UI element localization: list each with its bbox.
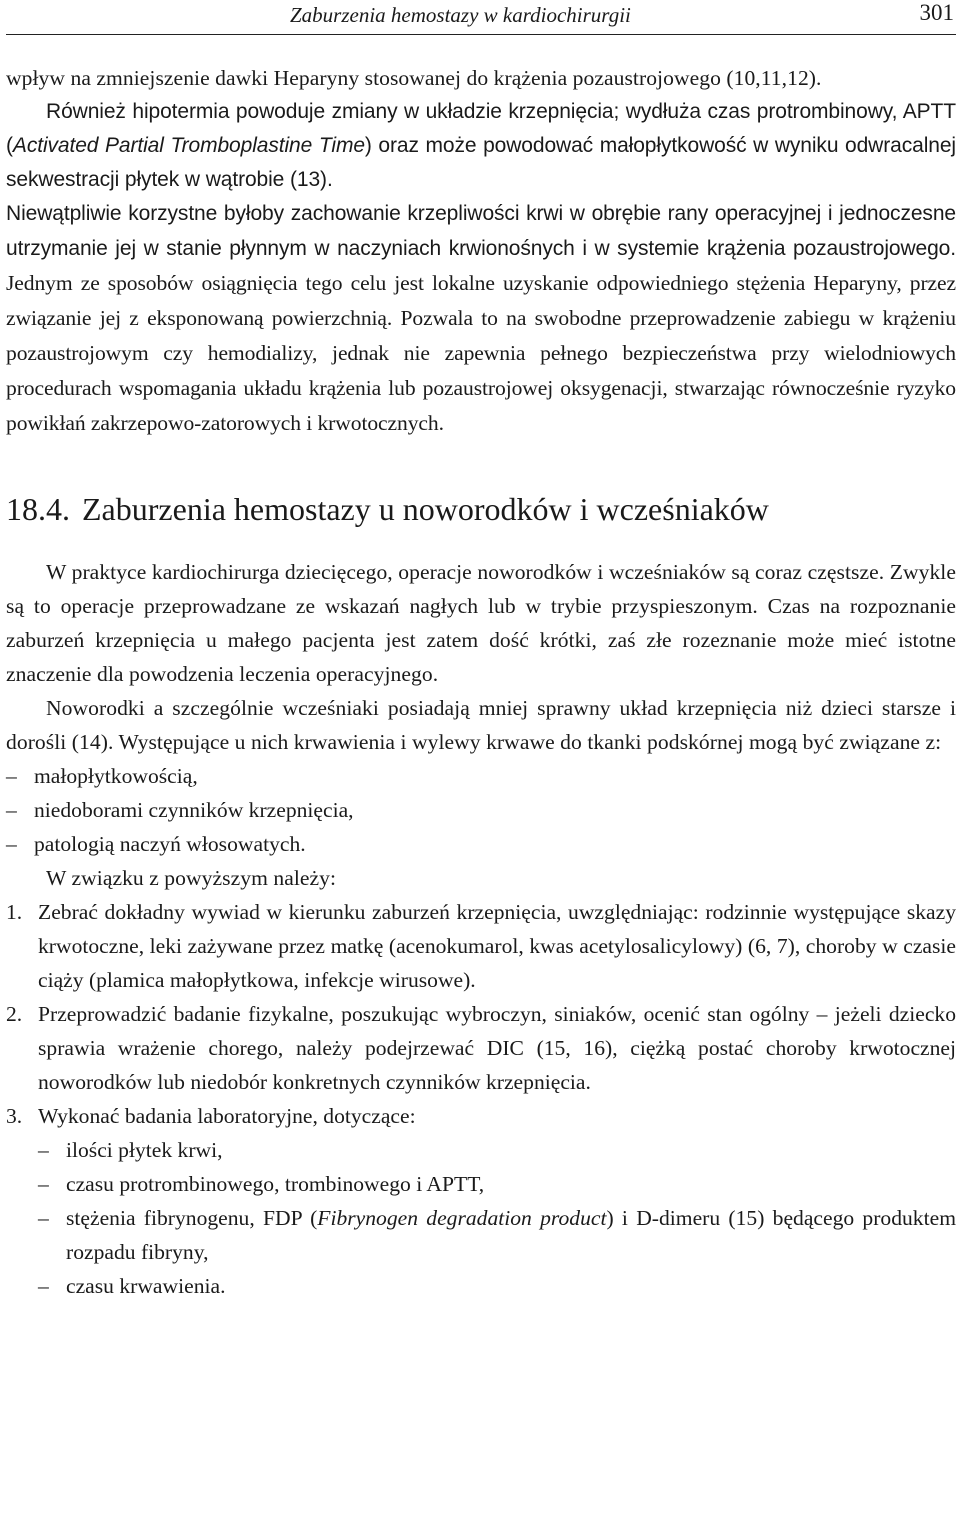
running-header (6, 0, 956, 35)
text-segment: ) i D-dimeru (15) będącego produktem rozpadu fibryny, (66, 1206, 956, 1264)
list-item (38, 1201, 956, 1269)
text-segment: Również hipotermia powoduje zmiany w układzie krzepnięcia; wydłuża czas protrombinowy, APTT ( (6, 100, 956, 157)
item-number: 2. (6, 1002, 23, 1026)
item-number: 1. (6, 900, 23, 924)
dash-bullet: – (38, 1138, 49, 1162)
dash-bullet: – (38, 1172, 49, 1196)
list-item (6, 1099, 956, 1303)
list-item (6, 827, 956, 861)
italic-term-fdp: Fibrynogen degradation product (317, 1206, 607, 1230)
paragraph-heparin-dose: wpływ na zmniejszenie dawki Heparyny stosowanej do krążenia pozaustrojowego (10,11,12). (6, 66, 822, 90)
page-number: 301 (919, 0, 954, 25)
list-item (38, 1269, 956, 1303)
paragraph-hypothermia (6, 95, 956, 441)
list-item-text: patologią naczyń włosowatych. (34, 832, 306, 856)
list-item-text: małopłytkowością, (34, 764, 198, 788)
section-heading (6, 489, 956, 529)
list-item (6, 997, 956, 1099)
list-item (38, 1133, 956, 1167)
dash-bullet: – (38, 1274, 49, 1298)
list-item-text: Wykonać badania laboratoryjne, dotyczące: (38, 1104, 416, 1128)
steps-list (6, 895, 956, 1303)
list-item-text: niedoborami czynników krzepnięcia, (34, 798, 354, 822)
lab-tests-list (38, 1133, 956, 1303)
section-title: Zaburzenia hemostazy u noworodków i wcześniaków (82, 491, 769, 527)
list-item (6, 895, 956, 997)
list-item-text: Przeprowadzić badanie fizykalne, poszukując wybroczyn, siniaków, ocenić stan ogólny – jeżeli dziecko sprawia wrażenie chorego, należy podejrzewać DIC (15, 16), ciężką postać choroby krwotocznej noworodków lub niedobór konkretnych czynników krzepnięcia. (38, 1002, 956, 1094)
paragraph-newborn-coagulation: Noworodki a szczególnie wcześniaki posiadają mniej sprawny układ krzepnięcia niż dzieci starsze i dorośli (14). Występujące u nich krwawienia i wylewy krwawe do tkanki podskórnej mogą być związane z: (6, 696, 956, 754)
italic-term-aptt: Activated Partial Tromboplastine Time (12, 134, 365, 157)
text-segment: ) oraz może powodować małopłytkowość w wyniku odwracalnej sekwestracji płytek w wątrobie (13). (6, 134, 956, 191)
list-item (38, 1167, 956, 1201)
document-page (6, 0, 956, 1303)
dash-bullet: – (38, 1206, 49, 1230)
paragraph-pediatric-surgery: W praktyce kardiochirurga dziecięcego, operacje noworodków i wcześniaków są coraz częstsze. Zwykle są to operacje przeprowadzane ze wskazań nagłych lub w trybie przyspieszonym. Czas na rozpoznanie zaburzeń krzepnięcia u małego pacjenta jest zatem dość krótki, zaś złe rozeznanie może mieć istotne znaczenie dla powodzenia leczenia operacyjnego. (6, 560, 956, 686)
dash-bullet: – (6, 764, 17, 788)
list-item (6, 759, 956, 793)
list-item-text: Zebrać dokładny wywiad w kierunku zaburzeń krzepnięcia, uwzględniając: rodzinnie występujące skazy krwotoczne, leki zażywane przez matkę (acenokumarol, kwas acetylosalicylowy) (6, 7), choroby w czasie ciąży (plamica małopłytkowa, infekcje wirusowe). (38, 900, 956, 992)
item-number: 3. (6, 1104, 23, 1128)
list-item (6, 793, 956, 827)
text-segment: Jednym ze sposobów osiągnięcia tego celu jest lokalne uzyskanie odpowiedniego stężenia Heparyny, przez związanie jej z eksponowaną powierzchnią. Pozwala to na swobodne przeprowadzenie zabiegu w krążeniu pozaustrojowym czy hemodializy, jednak nie zapewnia pełnego bezpieczeństwa przy wielodniowych procedurach wspomagania układu krążenia lub pozaustrojowej oksygenacji, stwarzając równocześnie ryzyko powikłań zakrzepowo-zatorowych i krwotocznych. (6, 271, 956, 435)
list-item-text: ilości płytek krwi, (66, 1138, 223, 1162)
dash-bullet: – (6, 832, 17, 856)
dash-bullet: – (6, 798, 17, 822)
section-number: 18.4. (6, 491, 70, 527)
causes-list (6, 759, 956, 861)
list-item-text: czasu protrombinowego, trombinowego i APTT, (66, 1172, 485, 1196)
paragraph-therefore: W związku z powyższym należy: (46, 866, 337, 890)
text-segment: stężenia fibrynogenu, FDP ( (66, 1206, 318, 1230)
running-title: Zaburzenia hemostazy w kardiochirurgii (290, 3, 631, 27)
list-item-text: czasu krwawienia. (66, 1274, 226, 1298)
text-segment: Niewątpliwie korzystne byłoby zachowanie krzepliwości krwi w obrębie rany operacyjnej i jednoczesne utrzymanie jej w stanie płynnym w naczyniach krwionośnych i w systemie krążenia pozaustrojowego. (6, 202, 956, 260)
